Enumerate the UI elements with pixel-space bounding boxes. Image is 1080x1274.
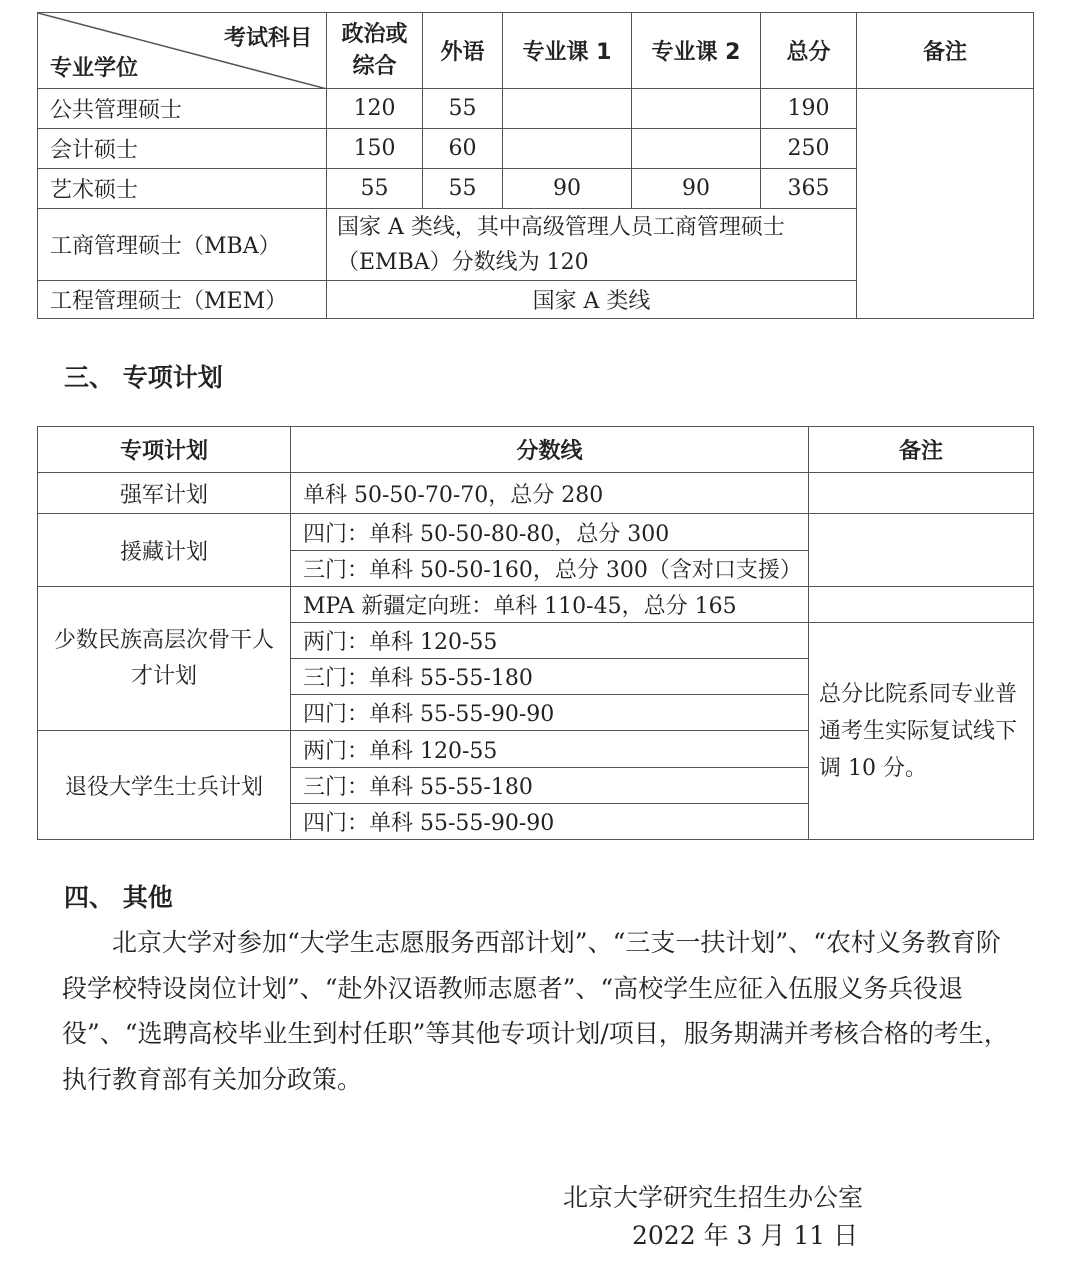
notes-cell (809, 587, 1034, 623)
plan-name: 少数民族高层次骨干人才计划 (38, 587, 291, 731)
plan-score: 两门：单科 120-55 (291, 623, 809, 659)
score-politics: 150 (327, 129, 423, 169)
diagonal-header-cell (38, 13, 327, 89)
signature-date: 2022 年 3 月 11 日 (632, 1221, 859, 1250)
score-foreign: 55 (423, 89, 503, 129)
score-total: 365 (761, 169, 857, 209)
header-total: 总分 (761, 13, 857, 89)
table-row (38, 473, 1034, 514)
signature-office: 北京大学研究生招生办公室 (563, 1183, 864, 1212)
header-major1: 专业课 1 (503, 13, 632, 89)
special-plan-table (37, 426, 1034, 840)
header-notes: 备注 (809, 427, 1034, 473)
plan-score: 四门：单科 50-50-80-80，总分 300 (291, 514, 809, 551)
score-politics: 120 (327, 89, 423, 129)
plan-score: 单科 50-50-70-70，总分 280 (291, 473, 809, 514)
header-major2: 专业课 2 (632, 13, 761, 89)
mem-score: 国家 A 类线 (327, 281, 857, 319)
plan-name: 援藏计划 (38, 514, 291, 587)
header-foreign: 外语 (423, 13, 503, 89)
header-plan: 专项计划 (38, 427, 291, 473)
plan-score: 四门：单科 55-55-90-90 (291, 695, 809, 731)
header-degree: 专业学位 (50, 56, 139, 81)
plan-score: MPA 新疆定向班：单科 110-45，总分 165 (291, 587, 809, 623)
section-heading: 三、 专项计划 (64, 363, 223, 392)
score-major1: 90 (503, 169, 632, 209)
score-foreign: 60 (423, 129, 503, 169)
plan-name: 强军计划 (38, 473, 291, 514)
score-major1 (503, 89, 632, 129)
degree-name: 艺术硕士 (38, 169, 327, 209)
score-table (37, 12, 1034, 319)
shared-note: 总分比院系同专业普通考生实际复试线下调 10 分。 (809, 623, 1034, 840)
degree-name: 工商管理硕士（MBA） (38, 209, 327, 281)
plan-score: 三门：单科 55-55-180 (291, 659, 809, 695)
score-total: 190 (761, 89, 857, 129)
header-notes: 备注 (857, 13, 1034, 89)
notes-cell (857, 89, 1034, 319)
header-score: 分数线 (291, 427, 809, 473)
score-total: 250 (761, 129, 857, 169)
plan-score: 三门：单科 50-50-160，总分 300（含对口支援） (291, 551, 809, 587)
table-row (38, 587, 1034, 623)
score-major2 (632, 89, 761, 129)
section-heading: 四、 其他 (64, 883, 173, 912)
degree-name: 公共管理硕士 (38, 89, 327, 129)
mba-score: 国家 A 类线，其中高级管理人员工商管理硕士（EMBA）分数线为 120 (327, 209, 857, 281)
score-major1 (503, 129, 632, 169)
score-foreign: 55 (423, 169, 503, 209)
table-row (38, 89, 1034, 129)
score-politics: 55 (327, 169, 423, 209)
notes-cell (809, 473, 1034, 514)
score-major2 (632, 129, 761, 169)
plan-name: 退役大学生士兵计划 (38, 731, 291, 840)
header-subjects: 考试科目 (223, 26, 312, 51)
notes-cell (809, 514, 1034, 587)
score-major2: 90 (632, 169, 761, 209)
degree-name: 工程管理硕士（MEM） (38, 281, 327, 319)
degree-name: 会计硕士 (38, 129, 327, 169)
plan-score: 四门：单科 55-55-90-90 (291, 804, 809, 840)
plan-score: 两门：单科 120-55 (291, 731, 809, 768)
body-paragraph: 北京大学对参加“大学生志愿服务西部计划”、“三支一扶计划”、“农村义务教育阶段学校特设岗位计划”、“赴外汉语教师志愿者”、“高校学生应征入伍服义务兵役退役”、“选聘高校毕业生到村任职”等其他专项计划/项目，服务期满并考核合格的考生，执行教育部有关加分政策。 (62, 928, 1009, 1094)
plan-score: 三门：单科 55-55-180 (291, 768, 809, 804)
table-row (38, 514, 1034, 551)
header-politics: 政治或综合 (327, 13, 423, 89)
